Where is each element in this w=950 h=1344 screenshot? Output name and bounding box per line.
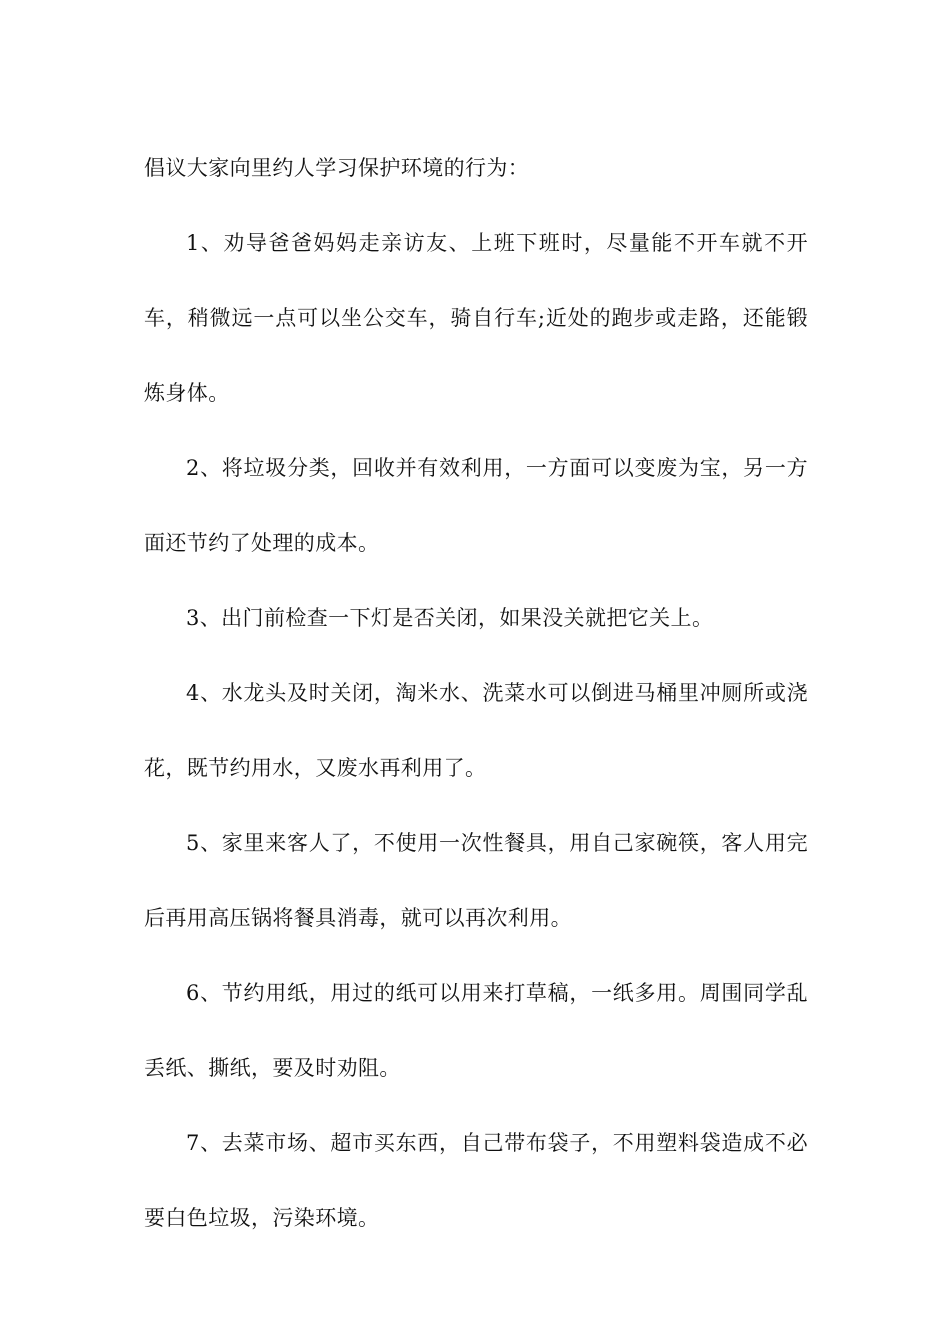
proposal-item-4: 4、水龙头及时关闭，淘米水、洗菜水可以倒进马桶里冲厕所或浇花，既节约用水，又废水再利用了。	[144, 681, 808, 780]
intro-paragraph: 倡议大家向里约人学习保护环境的行为：	[144, 156, 530, 180]
document-body	[144, 131, 808, 1256]
proposal-item-7: 7、去菜市场、超市买东西，自己带布袋子，不用塑料袋造成不必要白色垃圾，污染环境。	[144, 1131, 808, 1230]
proposal-item-2: 2、将垃圾分类，回收并有效利用，一方面可以变废为宝，另一方面还节约了处理的成本。	[144, 456, 808, 555]
proposal-item-3: 3、出门前检查一下灯是否关闭，如果没关就把它关上。	[186, 606, 714, 630]
proposal-item-6: 6、节约用纸，用过的纸可以用来打草稿，一纸多用。周围同学乱丢纸、撕纸，要及时劝阻。	[144, 981, 808, 1080]
proposal-item-5: 5、家里来客人了，不使用一次性餐具，用自己家碗筷，客人用完后再用高压锅将餐具消毒，就可以再次利用。	[144, 831, 808, 930]
proposal-item-1: 1、劝导爸爸妈妈走亲访友、上班下班时，尽量能不开车就不开车，稍微远一点可以坐公交车，骑自行车;近处的跑步或走路，还能锻炼身体。	[144, 231, 808, 405]
